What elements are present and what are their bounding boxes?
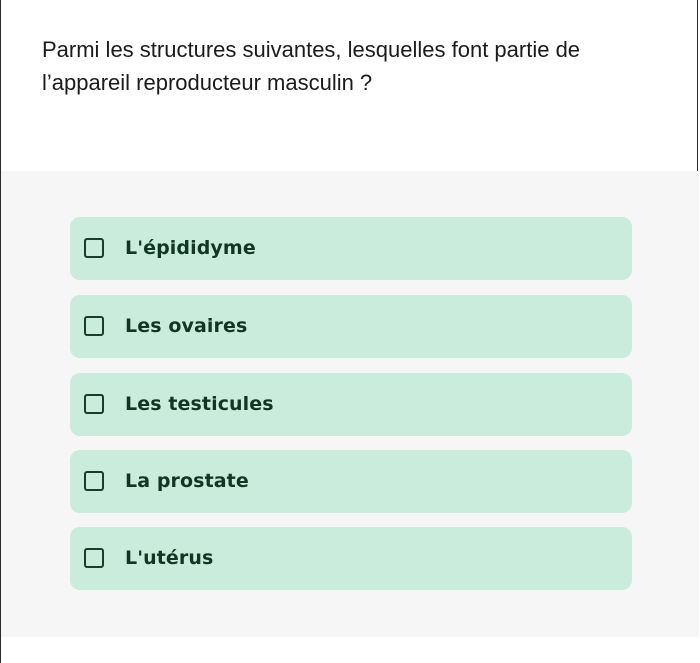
option-uterus[interactable] — [70, 527, 632, 590]
option-epididyme[interactable] — [70, 217, 632, 280]
option-label: La prostate — [125, 470, 249, 492]
bottom-area — [1, 637, 699, 663]
question-text: Parmi les structures suivantes, lesquelles font partie de l’appareil reproducteur masculin ? — [42, 37, 581, 95]
options-area — [1, 171, 699, 637]
option-label: L'épididyme — [125, 237, 256, 259]
option-testicules[interactable] — [70, 373, 632, 436]
option-prostate[interactable] — [70, 450, 632, 513]
checkbox-icon[interactable] — [84, 238, 104, 258]
checkbox-icon[interactable] — [84, 394, 104, 414]
checkbox-icon[interactable] — [84, 471, 104, 491]
checkbox-icon[interactable] — [84, 548, 104, 568]
option-label: L'utérus — [125, 547, 214, 569]
option-label: Les testicules — [125, 393, 274, 415]
checkbox-icon[interactable] — [84, 316, 104, 336]
option-label: Les ovaires — [125, 315, 248, 337]
option-ovaires[interactable] — [70, 295, 632, 358]
